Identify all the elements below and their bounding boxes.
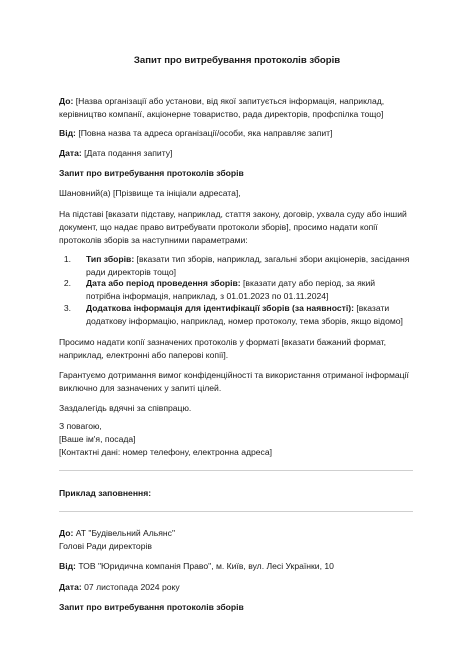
example-date-text: 07 листопада 2024 року	[84, 582, 180, 592]
from-line	[59, 127, 333, 140]
list-item: Додаткова інформація для ідентифікації зборів (за наявності): [вказати	[86, 303, 390, 313]
example-to-label: До:	[59, 528, 74, 538]
list-item-continuation: ради директорів тощо]	[86, 267, 177, 277]
thanks-line: Заздалегідь вдячні за співпрацю.	[59, 403, 192, 413]
to-label: До:	[59, 96, 74, 106]
para1-line-1: На підставі [вказати підставу, наприклад, стаття закону, договір, ухвала суду або інший	[59, 209, 407, 219]
date-text: [Дата подання запиту]	[84, 148, 173, 158]
para1-line-3: протоколів зборів за наступними параметрами:	[59, 235, 248, 245]
list-item-label: Тип зборів:	[86, 254, 135, 264]
example-to-text: АТ "Будівельний Альянс"	[75, 528, 176, 538]
to-line-1	[59, 95, 384, 108]
list-item-label: Додаткова інформація для ідентифікації зборів (за наявності):	[86, 303, 354, 313]
from-text: [Повна назва та адреса організації/особи, яка направляє запит]	[78, 128, 333, 138]
divider	[59, 470, 413, 471]
para1-line-2: документ, що надає право витребувати протоколи зборів], просимо надати копії	[59, 222, 378, 232]
greeting: Шановний(а) [Прізвище та ініціали адресата],	[59, 188, 241, 198]
document-title: Запит про витребування протоколів зборів	[133, 55, 341, 66]
example-from-line	[59, 560, 334, 573]
list-item-number: 3.	[63, 303, 71, 313]
to-text-2: керівництво компанії, акціонерне товариство, рада директорів, профспілка тощо]	[59, 109, 384, 119]
para3-line-1: Гарантуємо дотримання вимог конфіденційності та використання отриманої інформації	[59, 370, 409, 380]
list-item-continuation: додаткову інформацію, наприклад, номер протоколу, тема зборів, якщо відомо]	[86, 316, 403, 326]
from-label: Від:	[59, 128, 76, 138]
signer-line: [Ваше ім'я, посада]	[59, 434, 136, 444]
example-from-label: Від:	[59, 561, 76, 571]
example-to-line	[59, 527, 175, 540]
date-line	[59, 147, 172, 160]
para3-line-2: виключно для зазначених у запиті цілей.	[59, 383, 222, 393]
date-label: Дата:	[59, 148, 82, 158]
subject: Запит про витребування протоколів зборів	[59, 168, 244, 178]
divider	[59, 511, 413, 512]
list-item: Дата або період проведення зборів: [вказати дату або період, за який	[86, 278, 376, 288]
list-item-continuation: потрібна інформація, наприклад, з 01.01.2023 по 01.11.2024]	[86, 291, 329, 301]
to-text-1: [Назва організації або установи, від якої запитується інформація, наприклад,	[75, 96, 385, 106]
example-from-text: ТОВ "Юридична компанія Право", м. Київ, вул. Лесі Українки, 10	[78, 561, 334, 571]
example-to-line-2: Голові Ради директорів	[59, 541, 152, 551]
list-item-number: 2.	[63, 278, 71, 288]
para2-line-1: Просимо надати копії зазначених протоколів у форматі [вказати бажаний формат,	[59, 337, 387, 347]
list-item-number: 1.	[63, 254, 71, 264]
example-subject: Запит про витребування протоколів зборів	[59, 602, 244, 612]
example-date-line	[59, 581, 180, 594]
example-date-label: Дата:	[59, 582, 82, 592]
contacts-line: [Контактні дані: номер телефону, електронна адреса]	[59, 447, 273, 457]
list-item-label: Дата або період проведення зборів:	[86, 278, 241, 288]
list-item: Тип зборів: [вказати тип зборів, наприклад, загальні збори акціонерів, засідання	[86, 254, 410, 264]
closing-line: З повагою,	[59, 421, 102, 431]
para2-line-2: наприклад, електронні або паперові копії].	[59, 350, 229, 360]
example-heading: Приклад заповнення:	[59, 488, 152, 498]
